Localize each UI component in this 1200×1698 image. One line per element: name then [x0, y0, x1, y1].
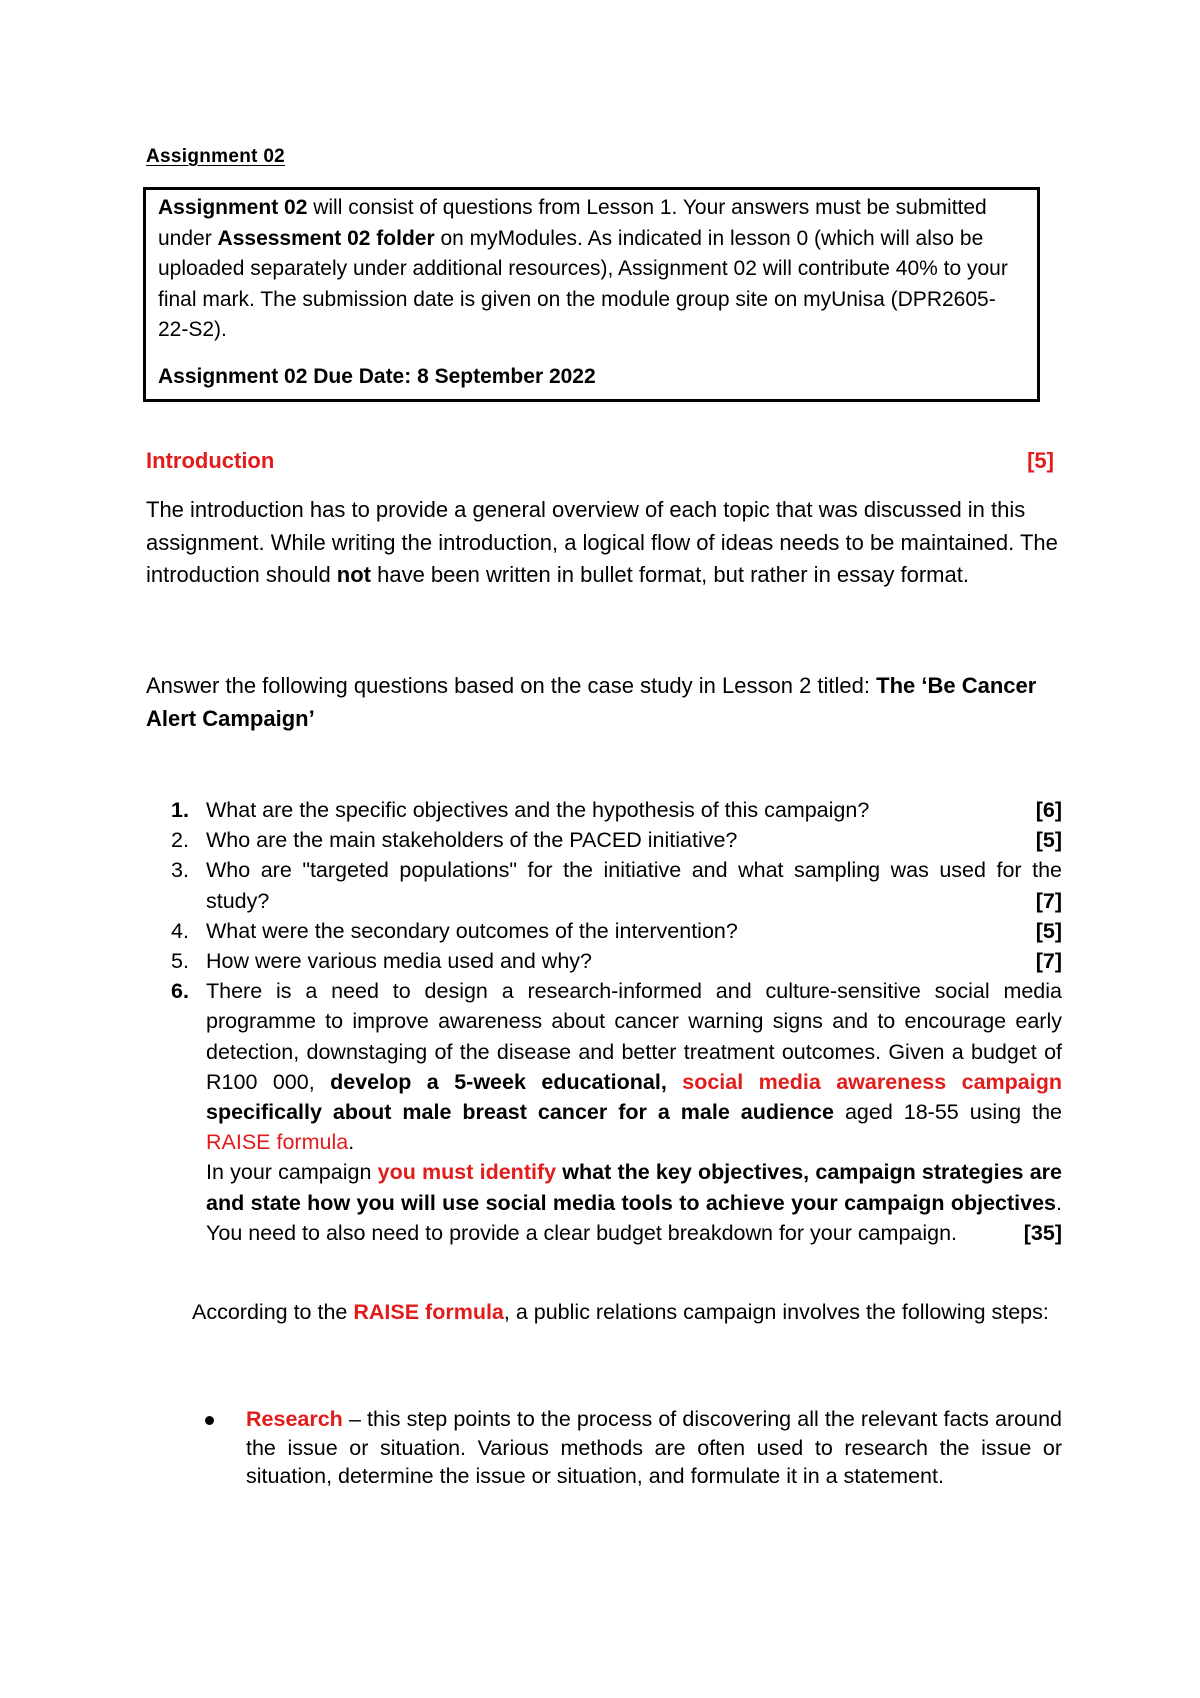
question-text: What were the secondary outcomes of the intervention? — [206, 918, 738, 943]
case-study-instruction — [146, 670, 1062, 735]
question-marks: [5] — [1035, 828, 1062, 853]
notice-text-1: will consist of questions from Lesson 1. Your answers must be submitted under — [158, 196, 987, 250]
question-number: 3. — [171, 858, 189, 883]
question-item — [166, 795, 1062, 825]
case-study-title: The ‘Be Cancer Alert Campaign’ — [146, 673, 1037, 731]
intro-text-not: not — [336, 562, 371, 587]
introduction-marks: [5] — [1027, 448, 1054, 473]
case-study-lead: Answer the following questions based on the case study in Lesson 2 titled: — [146, 673, 877, 698]
question-text: Who are the main stakeholders of the PACED initiative? — [206, 828, 738, 853]
q6-bold-2: specifically about male breast cancer for a male audience — [206, 1100, 834, 1125]
bullet-icon — [205, 1416, 214, 1425]
q6-red-3: you must identify — [377, 1160, 557, 1185]
q6-text-5: . You need to also need to provide a clear budget breakdown for your campaign. — [206, 1190, 1062, 1245]
due-date: Assignment 02 Due Date: 8 September 2022 — [158, 364, 596, 388]
question-number: 4. — [171, 918, 189, 943]
question-marks: [5] — [1035, 918, 1062, 943]
intro-text-b: have been written in bullet format, but rather in essay format. — [371, 562, 969, 587]
question-list — [166, 795, 1062, 1248]
question-text: Who are "targeted populations" for the initiative and what sampling was used for the study? — [206, 858, 1062, 913]
q6-text-2: aged 18-55 using the — [833, 1100, 1062, 1125]
q6-bold-3: what the key objectives, campaign strategies are and state how you will use social media tools to achieve your campaign objectives — [206, 1160, 1063, 1215]
assignment-notice-box — [143, 187, 1040, 402]
assignment-heading: Assignment 02 — [146, 146, 286, 167]
question-number: 2. — [171, 828, 189, 853]
introduction-heading — [146, 448, 1056, 474]
raise-step-item — [202, 1405, 1062, 1491]
raise-text-b: , a public relations campaign involves the following steps: — [503, 1300, 1049, 1324]
q6-red-1: social media awareness campaign — [682, 1069, 1062, 1094]
question-item — [166, 946, 1062, 976]
intro-text-a: The introduction has to provide a general overview of each topic that was discussed in this assignment. While writing the introduction, a logical flow of ideas needs to be maintained. The introduction should — [146, 497, 1058, 587]
raise-text-a: According to the — [192, 1300, 354, 1324]
raise-intro — [192, 1292, 1062, 1333]
q6-bold-1: develop a 5-week educational, — [330, 1069, 683, 1094]
question-marks: [7] — [1035, 949, 1062, 974]
introduction-text — [146, 494, 1062, 592]
question-item-6 — [166, 976, 1062, 1248]
notice-text-2: on myModules. As indicated in lesson 0 (which will also be uploaded separately under additional resources), Assignment 02 will contribute 40% to your final mark. The submission date is given on the module group site on myUnisa (DPR2605-22-S2). — [158, 226, 1008, 341]
q6-text-3: . — [348, 1130, 355, 1155]
question-number: 1. — [171, 798, 189, 822]
question-number: 5. — [171, 949, 189, 974]
raise-steps-list — [202, 1405, 1062, 1491]
question-marks: [6] — [1035, 798, 1062, 822]
question-marks: [35] — [1023, 1220, 1062, 1245]
question-item — [166, 855, 1062, 915]
question-number: 6. — [171, 979, 189, 1004]
step-term: Research — [246, 1407, 343, 1431]
notice-bold-1: Assignment 02 — [158, 196, 308, 219]
notice-bold-2: Assessment 02 folder — [217, 226, 435, 250]
raise-formula-label: RAISE formula — [353, 1300, 504, 1324]
notice-text — [158, 193, 1025, 346]
q6-text-4: In your campaign — [206, 1160, 378, 1185]
question-item — [166, 916, 1062, 946]
question-6-task — [206, 1157, 1062, 1248]
question-6-body — [206, 976, 1062, 1157]
q6-red-2: RAISE formula — [206, 1130, 349, 1155]
step-text: – this step points to the process of discovering all the relevant facts around the issue or situation. Various methods are often used to research the issue or situation, determine the issue or situation, and formulate it in a statement. — [246, 1407, 1062, 1488]
introduction-title: Introduction — [146, 448, 275, 473]
question-marks: [7] — [1035, 888, 1062, 913]
question-text: How were various media used and why? — [206, 949, 593, 974]
question-text: What are the specific objectives and the hypothesis of this campaign? — [206, 798, 870, 822]
question-item — [166, 825, 1062, 855]
q6-text-1: There is a need to design a research-informed and culture-sensitive social media programme to improve awareness about cancer warning signs and to encourage early detection, downstaging of the disease and better treatment outcomes. Given a budget of R100 000, — [206, 979, 1062, 1094]
